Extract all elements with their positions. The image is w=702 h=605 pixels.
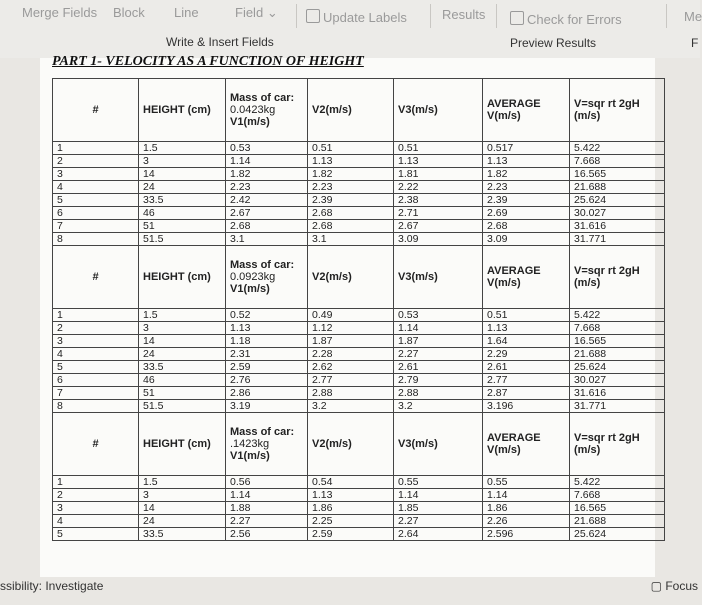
table-cell[interactable]: 3.1 bbox=[308, 233, 394, 246]
header-v1: Mass of car: 0.0923kg V1(m/s) bbox=[226, 246, 308, 309]
header-v2: V2(m/s) bbox=[308, 79, 394, 142]
focus-button[interactable]: ▢ Focus bbox=[650, 579, 698, 593]
table-cell[interactable]: 1.82 bbox=[308, 168, 394, 181]
ribbon-divider bbox=[496, 4, 497, 28]
table-cell[interactable]: 2.23 bbox=[483, 181, 570, 194]
table-cell[interactable]: 1.81 bbox=[394, 168, 483, 181]
header-height: HEIGHT (cm) bbox=[139, 79, 226, 142]
table-cell[interactable]: 2.88 bbox=[394, 387, 483, 400]
table-row[interactable] bbox=[53, 233, 665, 246]
table-cell[interactable]: 1.13 bbox=[226, 322, 308, 335]
table-cell[interactable]: 5 bbox=[53, 194, 139, 207]
table-cell[interactable]: 4 bbox=[53, 181, 139, 194]
table-cell[interactable]: 1.14 bbox=[226, 489, 308, 502]
table-cell[interactable]: 2.27 bbox=[394, 348, 483, 361]
table-row[interactable] bbox=[53, 528, 665, 541]
table-cell[interactable]: 1.5 bbox=[139, 476, 226, 489]
check-for-errors-button[interactable]: Check for Errors bbox=[510, 11, 622, 27]
table-cell[interactable]: 6 bbox=[53, 374, 139, 387]
table-cell[interactable]: 2.29 bbox=[483, 348, 570, 361]
table-cell[interactable]: 0.54 bbox=[308, 476, 394, 489]
table-cell[interactable]: 3.2 bbox=[308, 400, 394, 413]
check-errors-icon bbox=[510, 11, 524, 25]
table-cell[interactable]: 2 bbox=[53, 489, 139, 502]
table-cell[interactable]: 1.82 bbox=[226, 168, 308, 181]
table-cell[interactable]: 0.51 bbox=[308, 142, 394, 155]
table-cell[interactable]: 2.59 bbox=[308, 528, 394, 541]
table-cell[interactable]: 2.39 bbox=[308, 194, 394, 207]
table-cell[interactable]: 2.27 bbox=[394, 515, 483, 528]
accessibility-status[interactable]: ssibility: Investigate bbox=[0, 579, 104, 593]
header-num: # bbox=[53, 246, 139, 309]
table-cell[interactable]: 51.5 bbox=[139, 233, 226, 246]
table-cell[interactable]: 1.86 bbox=[483, 502, 570, 515]
table-cell[interactable]: 1.87 bbox=[394, 335, 483, 348]
table-cell[interactable]: 3.09 bbox=[483, 233, 570, 246]
table-row[interactable] bbox=[53, 309, 665, 322]
status-bar bbox=[0, 577, 700, 605]
table-cell[interactable]: 0.517 bbox=[483, 142, 570, 155]
table-cell[interactable]: 5.422 bbox=[570, 309, 665, 322]
table-cell[interactable]: 2.56 bbox=[226, 528, 308, 541]
table-cell[interactable]: 1.86 bbox=[308, 502, 394, 515]
table-cell[interactable]: 2.22 bbox=[394, 181, 483, 194]
table-cell[interactable]: 51.5 bbox=[139, 400, 226, 413]
header-v3: V3(m/s) bbox=[394, 246, 483, 309]
header-theory: V=sqr rt 2gH (m/s) bbox=[570, 79, 665, 142]
table-cell[interactable]: 4 bbox=[53, 515, 139, 528]
table-cell[interactable]: 21.688 bbox=[570, 515, 665, 528]
address-block-button[interactable]: Block bbox=[113, 5, 145, 20]
header-height: HEIGHT (cm) bbox=[139, 246, 226, 309]
table-cell[interactable]: 2.39 bbox=[483, 194, 570, 207]
table-cell[interactable]: 24 bbox=[139, 515, 226, 528]
table-cell[interactable]: 3.19 bbox=[226, 400, 308, 413]
table-cell[interactable]: 46 bbox=[139, 207, 226, 220]
table-row[interactable] bbox=[53, 348, 665, 361]
table-cell[interactable]: 2.26 bbox=[483, 515, 570, 528]
table-cell[interactable]: 1.5 bbox=[139, 142, 226, 155]
table-cell[interactable]: 2.23 bbox=[308, 181, 394, 194]
table-cell[interactable]: 2.61 bbox=[483, 361, 570, 374]
header-v1: Mass of car: .1423kg V1(m/s) bbox=[226, 413, 308, 476]
table-cell[interactable]: 0.55 bbox=[483, 476, 570, 489]
table-cell[interactable]: 7.668 bbox=[570, 155, 665, 168]
table-cell[interactable]: 5 bbox=[53, 361, 139, 374]
table-cell[interactable]: 21.688 bbox=[570, 348, 665, 361]
chevron-down-icon: ⌄ bbox=[266, 5, 278, 20]
table-cell[interactable]: 1 bbox=[53, 309, 139, 322]
table-cell[interactable]: 2.61 bbox=[394, 361, 483, 374]
table-cell[interactable]: 14 bbox=[139, 502, 226, 515]
table-cell[interactable]: 2.31 bbox=[226, 348, 308, 361]
table-row[interactable] bbox=[53, 335, 665, 348]
table-row[interactable] bbox=[53, 361, 665, 374]
table-cell[interactable]: 0.56 bbox=[226, 476, 308, 489]
header-height: HEIGHT (cm) bbox=[139, 413, 226, 476]
table-cell[interactable]: 33.5 bbox=[139, 361, 226, 374]
table-cell[interactable]: 2.596 bbox=[483, 528, 570, 541]
table-cell[interactable]: 1.87 bbox=[308, 335, 394, 348]
table-cell[interactable]: 2.79 bbox=[394, 374, 483, 387]
table-cell[interactable]: 25.624 bbox=[570, 361, 665, 374]
table-cell[interactable]: 2.77 bbox=[483, 374, 570, 387]
header-average: AVERAGE V(m/s) bbox=[483, 246, 570, 309]
table-cell[interactable]: 2.87 bbox=[483, 387, 570, 400]
ribbon-divider bbox=[430, 4, 431, 28]
table-cell[interactable]: 31.616 bbox=[570, 220, 665, 233]
table-cell[interactable]: 7.668 bbox=[570, 489, 665, 502]
table-cell[interactable]: 2.69 bbox=[483, 207, 570, 220]
table-cell[interactable]: 2.76 bbox=[226, 374, 308, 387]
table-cell[interactable]: 46 bbox=[139, 374, 226, 387]
table-cell[interactable]: 2 bbox=[53, 322, 139, 335]
focus-icon: ▢ bbox=[650, 579, 662, 593]
table-cell[interactable]: 1.13 bbox=[394, 155, 483, 168]
table-cell[interactable]: 2.38 bbox=[394, 194, 483, 207]
header-theory: V=sqr rt 2gH (m/s) bbox=[570, 246, 665, 309]
table-cell[interactable]: 6 bbox=[53, 207, 139, 220]
table-cell[interactable]: 16.565 bbox=[570, 502, 665, 515]
table-cell[interactable]: 3.1 bbox=[226, 233, 308, 246]
table-row[interactable] bbox=[53, 502, 665, 515]
table-cell[interactable]: 1.13 bbox=[308, 489, 394, 502]
table-cell[interactable]: 25.624 bbox=[570, 528, 665, 541]
table-cell[interactable]: 3 bbox=[139, 322, 226, 335]
table-cell[interactable]: 1.82 bbox=[483, 168, 570, 181]
table-cell[interactable]: 21.688 bbox=[570, 181, 665, 194]
table-cell[interactable]: 2.68 bbox=[483, 220, 570, 233]
table-cell[interactable]: 2.25 bbox=[308, 515, 394, 528]
table-cell[interactable]: 0.55 bbox=[394, 476, 483, 489]
table-cell[interactable]: 8 bbox=[53, 233, 139, 246]
table-row[interactable] bbox=[53, 168, 665, 181]
table-row[interactable] bbox=[53, 476, 665, 489]
table-cell[interactable]: 1 bbox=[53, 142, 139, 155]
table-cell[interactable]: 1.85 bbox=[394, 502, 483, 515]
table-cell[interactable]: 2.28 bbox=[308, 348, 394, 361]
table-cell[interactable]: 0.49 bbox=[308, 309, 394, 322]
table-cell[interactable]: 3 bbox=[53, 168, 139, 181]
update-labels-button[interactable]: Update Labels bbox=[306, 9, 407, 25]
table-row[interactable] bbox=[53, 207, 665, 220]
table-cell[interactable]: 2.67 bbox=[394, 220, 483, 233]
header-average: AVERAGE V(m/s) bbox=[483, 79, 570, 142]
table-cell[interactable]: 2.68 bbox=[308, 207, 394, 220]
table-cell[interactable]: 2.59 bbox=[226, 361, 308, 374]
table-cell[interactable]: 24 bbox=[139, 348, 226, 361]
table-cell[interactable]: 30.027 bbox=[570, 374, 665, 387]
table-cell[interactable]: 1 bbox=[53, 476, 139, 489]
table-header-row bbox=[53, 246, 665, 309]
header-v3: V3(m/s) bbox=[394, 413, 483, 476]
table-cell[interactable]: 1.88 bbox=[226, 502, 308, 515]
table-cell[interactable]: 2.67 bbox=[226, 207, 308, 220]
table-cell[interactable]: 7.668 bbox=[570, 322, 665, 335]
table-cell[interactable]: 0.51 bbox=[483, 309, 570, 322]
table-cell[interactable]: 2 bbox=[53, 155, 139, 168]
table-row[interactable] bbox=[53, 400, 665, 413]
table-cell[interactable]: 5 bbox=[53, 528, 139, 541]
table-cell[interactable]: 31.616 bbox=[570, 387, 665, 400]
table-cell[interactable]: 2.27 bbox=[226, 515, 308, 528]
header-v2: V2(m/s) bbox=[308, 413, 394, 476]
table-cell[interactable]: 51 bbox=[139, 387, 226, 400]
header-v1: Mass of car: 0.0423kg V1(m/s) bbox=[226, 79, 308, 142]
table-row[interactable] bbox=[53, 322, 665, 335]
table-cell[interactable]: 3 bbox=[139, 155, 226, 168]
table-cell[interactable]: 1.14 bbox=[226, 155, 308, 168]
table-cell[interactable]: 1.13 bbox=[483, 322, 570, 335]
table-cell[interactable]: 2.62 bbox=[308, 361, 394, 374]
header-v2: V2(m/s) bbox=[308, 246, 394, 309]
table-cell[interactable]: 2.68 bbox=[308, 220, 394, 233]
table-cell[interactable]: 24 bbox=[139, 181, 226, 194]
table-cell[interactable]: 8 bbox=[53, 400, 139, 413]
table-cell[interactable]: 25.624 bbox=[570, 194, 665, 207]
merge-fields-button[interactable]: Merge Fields bbox=[22, 5, 98, 20]
table-cell[interactable]: 3 bbox=[53, 335, 139, 348]
table-header-row bbox=[53, 79, 665, 142]
table-row[interactable] bbox=[53, 181, 665, 194]
preview-results-button[interactable]: Results bbox=[442, 7, 486, 22]
header-num: # bbox=[53, 413, 139, 476]
table-row[interactable] bbox=[53, 155, 665, 168]
table-cell[interactable]: 2.71 bbox=[394, 207, 483, 220]
table-row[interactable] bbox=[53, 194, 665, 207]
table-cell[interactable]: 7 bbox=[53, 387, 139, 400]
table-cell[interactable]: 16.565 bbox=[570, 335, 665, 348]
table-cell[interactable]: 31.771 bbox=[570, 233, 665, 246]
table-cell[interactable]: 0.53 bbox=[394, 309, 483, 322]
table-cell[interactable]: 1.5 bbox=[139, 309, 226, 322]
table-cell[interactable]: 5.422 bbox=[570, 476, 665, 489]
header-v3: V3(m/s) bbox=[394, 79, 483, 142]
group-label-preview: Preview Results bbox=[510, 36, 597, 50]
table-row[interactable] bbox=[53, 489, 665, 502]
velocity-table[interactable] bbox=[52, 78, 665, 541]
header-theory: V=sqr rt 2gH (m/s) bbox=[570, 413, 665, 476]
table-cell[interactable]: 1.13 bbox=[483, 155, 570, 168]
table-cell[interactable]: 3.09 bbox=[394, 233, 483, 246]
table-cell[interactable]: 3 bbox=[53, 502, 139, 515]
table-row[interactable] bbox=[53, 220, 665, 233]
table-cell[interactable]: 1.64 bbox=[483, 335, 570, 348]
group-label-write-insert: Write & Insert Fields bbox=[166, 35, 274, 49]
table-cell[interactable]: 1.12 bbox=[308, 322, 394, 335]
table-cell[interactable]: 0.53 bbox=[226, 142, 308, 155]
table-row[interactable] bbox=[53, 142, 665, 155]
table-cell[interactable]: 3.2 bbox=[394, 400, 483, 413]
table-cell[interactable]: 3.196 bbox=[483, 400, 570, 413]
header-num: # bbox=[53, 79, 139, 142]
table-cell[interactable]: 2.88 bbox=[308, 387, 394, 400]
table-cell[interactable]: 31.771 bbox=[570, 400, 665, 413]
table-row[interactable] bbox=[53, 387, 665, 400]
greeting-line-button[interactable]: Line bbox=[174, 5, 199, 20]
page-title: PART 1- VELOCITY AS A FUNCTION OF HEIGHT bbox=[52, 54, 364, 69]
table-cell[interactable]: 30.027 bbox=[570, 207, 665, 220]
table-row[interactable] bbox=[53, 374, 665, 387]
table-cell[interactable]: 2.86 bbox=[226, 387, 308, 400]
ribbon-divider bbox=[296, 4, 297, 28]
table-cell[interactable]: 1.13 bbox=[308, 155, 394, 168]
table-cell[interactable]: 0.52 bbox=[226, 309, 308, 322]
table-cell[interactable]: 51 bbox=[139, 220, 226, 233]
table-cell[interactable]: 2.64 bbox=[394, 528, 483, 541]
ribbon-item-more[interactable]: Me bbox=[684, 9, 702, 24]
table-cell[interactable]: 4 bbox=[53, 348, 139, 361]
table-cell[interactable]: 0.51 bbox=[394, 142, 483, 155]
ribbon-divider bbox=[666, 4, 667, 28]
ribbon bbox=[0, 0, 700, 58]
table-cell[interactable]: 33.5 bbox=[139, 528, 226, 541]
table-cell[interactable]: 33.5 bbox=[139, 194, 226, 207]
table-cell[interactable]: 14 bbox=[139, 168, 226, 181]
group-label-edge: F bbox=[691, 36, 699, 50]
table-cell[interactable]: 14 bbox=[139, 335, 226, 348]
table-cell[interactable]: 2.42 bbox=[226, 194, 308, 207]
table-cell[interactable]: 7 bbox=[53, 220, 139, 233]
table-cell[interactable]: 2.23 bbox=[226, 181, 308, 194]
table-cell[interactable]: 1.14 bbox=[394, 322, 483, 335]
table-cell[interactable]: 1.18 bbox=[226, 335, 308, 348]
insert-field-button[interactable]: Field ⌄ bbox=[235, 5, 278, 20]
table-cell[interactable]: 1.14 bbox=[483, 489, 570, 502]
table-cell[interactable]: 3 bbox=[139, 489, 226, 502]
table-cell[interactable]: 2.77 bbox=[308, 374, 394, 387]
table-cell[interactable]: 5.422 bbox=[570, 142, 665, 155]
table-header-row bbox=[53, 413, 665, 476]
table-row[interactable] bbox=[53, 515, 665, 528]
header-average: AVERAGE V(m/s) bbox=[483, 413, 570, 476]
table-cell[interactable]: 1.14 bbox=[394, 489, 483, 502]
table-cell[interactable]: 2.68 bbox=[226, 220, 308, 233]
update-labels-icon bbox=[306, 9, 320, 23]
table-cell[interactable]: 16.565 bbox=[570, 168, 665, 181]
